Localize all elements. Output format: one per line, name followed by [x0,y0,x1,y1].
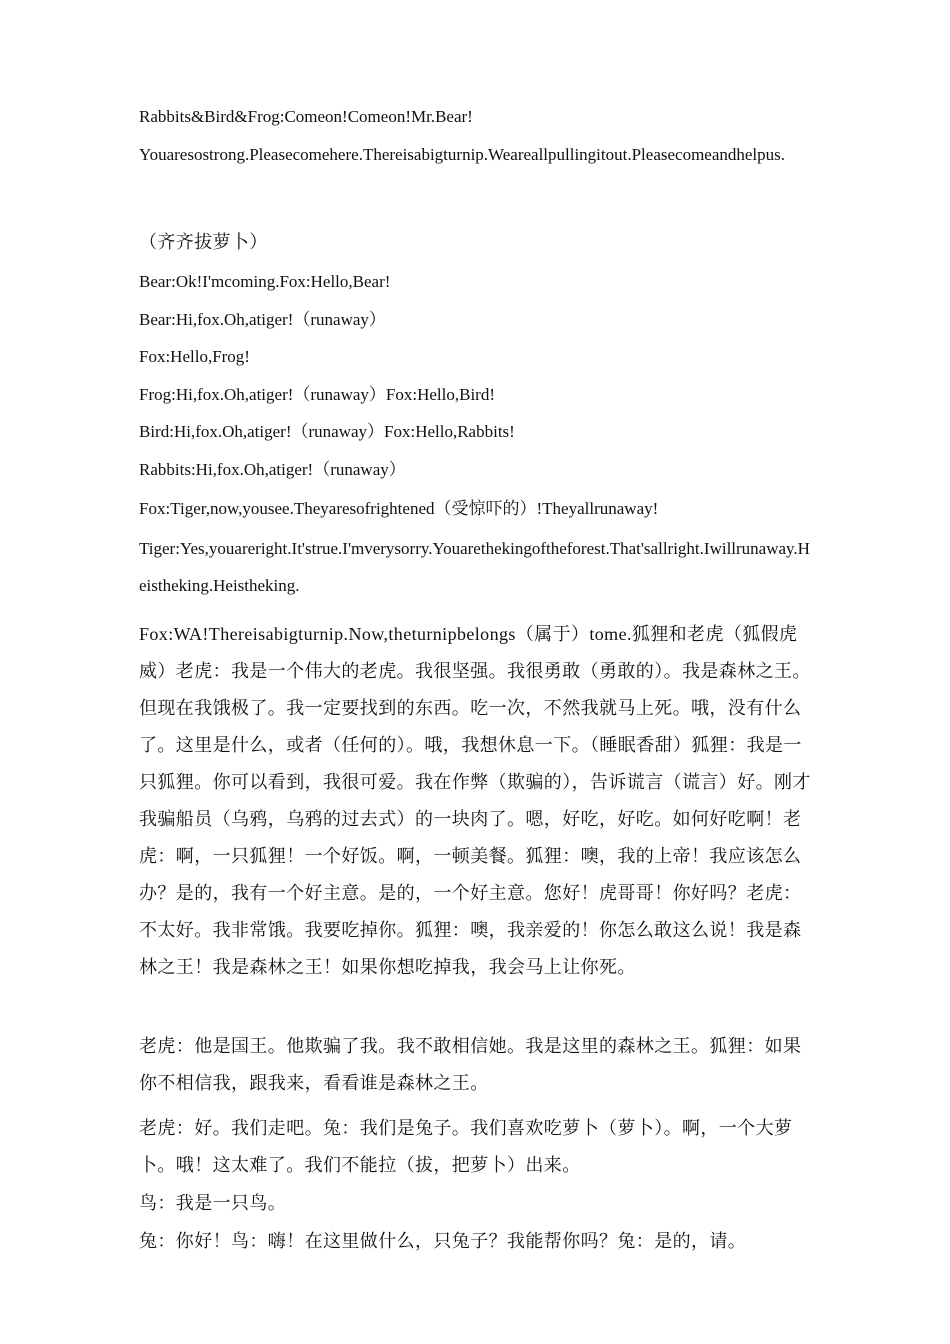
paragraph-12: Fox:WA!Thereisabigturnip.Now,theturnipbelongs（属于）tome.狐狸和老虎（狐假虎威）老虎：我是一个伟大的老虎。我很坚强。我很勇敢（勇敢的）。我是森林之王。但现在我饿极了。我一定要找到的东西。吃一次，不然我就马上死。哦，没有什么了。这里是什么，或者（任何的）。哦，我想休息一下。（睡眠香甜）狐狸：我是一只狐狸。你可以看到，我很可爱。我在作弊（欺骗的），告诉谎言（谎言）好。刚才我骗船员（乌鸦，乌鸦的过去式）的一块肉了。嗯，好吃，好吃。如何好吃啊！老虎：啊，一只狐狸！一个好饭。啊，一顿美餐。狐狸：噢，我的上帝！我应该怎么办？是的，我有一个好主意。是的，一个好主意。您好！虎哥哥！你好吗？老虎：不太好。我非常饿。我要吃掉你。狐狸：噢，我亲爱的！你怎么敢这么说！我是森林之王！我是森林之王！如果你想吃掉我，我会马上让你死。 [139,624,811,977]
paragraph-3: （齐齐拔萝卜） [139,232,268,252]
paragraph-10: Fox:Tiger,now,yousee.Theyaresofrightened（受惊吓的）!Theyallrunaway! [139,499,659,518]
paragraph-6: Fox:Hello,Frog! [139,347,250,366]
paragraph-15: 鸟：我是一只鸟。 [139,1193,287,1213]
paragraph-14: 老虎：好。我们走吧。兔：我们是兔子。我们喜欢吃萝卜（萝卜）。啊，一个大萝卜。哦！这太难了。我们不能拉（拔，把萝卜）出来。 [139,1118,793,1175]
paragraph-4: Bear:Ok!I'mcoming.Fox:Hello,Bear! [139,272,391,291]
paragraph-5: Bear:Hi,fox.Oh,atiger!（runaway） [139,310,386,329]
paragraph-8: Bird:Hi,fox.Oh,atiger!（runaway）Fox:Hello,Rabbits! [139,422,515,441]
paragraph-2: Youaresostrong.Pleasecomehere.Thereisabigturnip.Weareallpullingitout.Pleasecomeandhelpus. [139,145,786,164]
paragraph-9: Rabbits:Hi,fox.Oh,atiger!（runaway） [139,460,406,479]
paragraph-1: Rabbits&Bird&Frog:Comeon!Comeon!Mr.Bear! [139,107,473,126]
paragraph-16: 兔：你好！鸟：嗨！在这里做什么，只兔子？我能帮你吗？兔：是的，请。 [139,1231,747,1251]
paragraph-7: Frog:Hi,fox.Oh,atiger!（runaway）Fox:Hello,Bird! [139,385,495,404]
paragraph-11: Tiger:Yes,youareright.It'strue.I'mverysorry.Youarethekingoftheforest.That'sallright.Iwillrunaway.Heistheking.Heistheking. [139,539,810,595]
paragraph-13: 老虎：他是国王。他欺骗了我。我不敢相信她。我是这里的森林之王。狐狸：如果你不相信我，跟我来，看看谁是森林之王。 [139,1036,802,1093]
